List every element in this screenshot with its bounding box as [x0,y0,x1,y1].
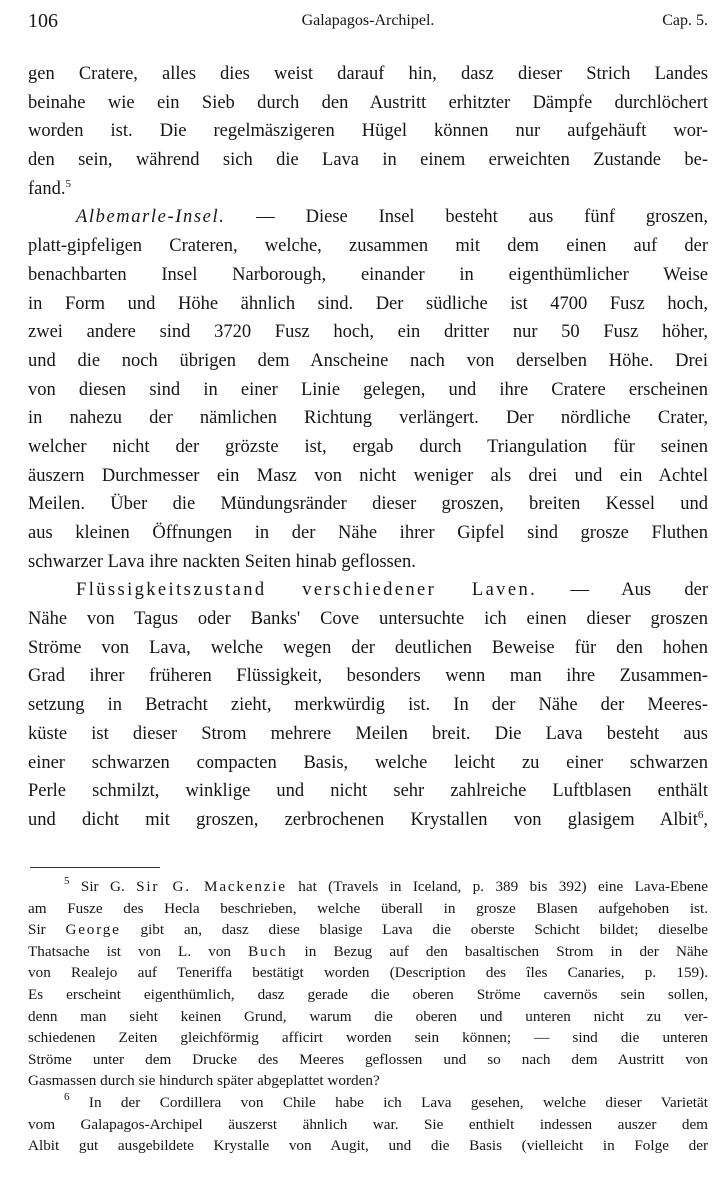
footnote-line: am Fusze des Hecla beschrieben, welche überall in grosze Blasen aufgehoben ist. [28,899,708,917]
page-number: 106 [28,10,58,32]
text-line: worden ist. Die regelmäszigeren Hügel können nur aufgehäuft wor- [28,121,708,142]
footnote-line [28,1092,708,1114]
section-heading-laven: Flüssigkeitszustand verschiedener Laven. [76,580,538,601]
text-line: äuszern Durchmesser ein Masz von nicht weniger als drei und ein Achtel [28,465,708,486]
text-fragment: — Diese Insel besteht aus fünf groszen, [225,207,708,228]
footnote-ref-5[interactable]: 5 [65,177,71,190]
text-fragment: , [703,809,708,830]
footnote-line: vom Galapagos-Archipel äuszerst ähnlich war. Sie enthielt indessen auszer dem [28,1115,708,1133]
text-fragment: Sir G. [69,878,137,895]
author-name: George [65,921,121,939]
text-line: Nähe von Tagus oder Banks' Cove untersuchte ich einen dieser groszen [28,609,708,630]
text-fragment: in Bezug auf den basaltischen Strom in der Nähe [287,942,708,960]
running-head [28,10,708,40]
text-line: Ströme von Lava, welche wegen der deutlichen Beweise für den hohen [28,637,708,658]
footnote-line: Ströme unter dem Drucke des Meeres geflossen und so nach dem Austritt von [28,1050,708,1068]
footnotes [28,876,708,1157]
text-fragment: fand. [28,178,66,199]
text-line: aus kleinen Öffnungen in der Nähe ihrer Gipfel sind grosze Fluthen [28,523,708,543]
text-line: Perle schmilzt, winklige und nicht sehr zahlreiche Luftblasen enthält [28,781,708,802]
text-line: benachbarten Insel Narborough, einander in eigenthümlicher Weise [28,264,708,285]
text-line: einer schwarzen compacten Basis, welche leicht zu einer schwarzen [28,752,708,773]
text-fragment: gibt an, dasz diese blasige Lava die oberste Schicht bildet; dieselbe [120,921,708,939]
text-line [28,576,708,605]
author-name: Buch [248,942,288,960]
author-name: Sir G. Mackenzie [136,878,287,895]
footnote-line [28,919,708,941]
text-line: schwarzer Lava ihre nackten Seiten hinab geflossen. [28,551,416,572]
footnote-mark-5: 5 [64,875,70,887]
footnote-line [28,876,708,898]
text-line: in Form und Höhe ähnlich sind. Der südliche ist 4700 Fusz hoch, [28,293,708,314]
text-line: Grad ihrer früheren Flüssigkeit, besonders wenn man ihre Zusammen- [28,666,708,687]
chapter-label: Cap. 5. [662,12,708,29]
footnote-line: Albit gut ausgebildete Krystalle von Augit, und die Basis (vielleicht in Folge der [28,1137,708,1155]
text-line: beinahe wie ein Sieb durch den Austritt erhitzter Dämpfe durchlöchert [28,92,708,113]
text-line: und die noch übrigen dem Anscheine nach von derselben Höhe. Drei [28,350,708,371]
footnote-mark-6: 6 [64,1090,70,1103]
text-fragment: — Aus der [537,580,708,601]
text-line: setzung in Betracht zieht, merkwürdig ist. In der Nähe der Meeres- [28,695,708,716]
text-fragment: Sir [28,921,66,939]
text-line: gen Cratere, alles dies weist darauf hin, dasz dieser Strich Landes [28,64,708,84]
section-heading-albemarle: Albemarle-Insel. [76,207,226,228]
footnote-rule [30,867,160,868]
text-fragment: und dicht mit groszen, zerbrochenen Krystallen von glasigem Albit [28,809,698,830]
footnote-ref-6[interactable]: 6 [697,808,704,821]
running-title: Galapagos-Archipel. [301,12,435,29]
footnote-line: Es erscheint eigenthümlich, dasz gerade die oberen Ströme cavernös sein sollen, [28,985,708,1003]
text-line [28,203,708,232]
text-line: Meilen. Über die Mündungsränder dieser groszen, breiten Kessel und [28,494,708,515]
text-line: von diesen sind in einer Linie gelegen, und ihre Cratere erscheinen [28,379,708,400]
footnote-line: schiedenen Zeiten gleichförmig afficirt worden sein können; — sind die unteren [28,1029,708,1047]
text-fragment: Thatsache ist von L. von [28,942,249,960]
text-line [28,806,708,835]
text-line: in nahezu der nämlichen Richtung verlängert. Der nördliche Crater, [28,408,708,429]
text-fragment: hat (Travels in Iceland, p. 389 bis 392) eine Lava-Ebene [286,878,708,895]
text-line [28,175,708,204]
text-line: zwei andere sind 3720 Fusz hoch, ein dritter nur 50 Fusz höher, [28,322,708,343]
footnote-line: denn man sieht keinen Grund, warum die oberen und unteren nicht zu ver- [28,1007,708,1025]
text-line: den sein, während sich die Lava in einem erweichten Zustande be- [28,150,708,171]
text-fragment: In der Cordillera von Chile habe ich Lava gesehen, welche dieser Varietät [69,1093,708,1111]
text-line: küste ist dieser Strom mehrere Meilen breit. Die Lava besteht aus [28,723,708,744]
footnote-line: Gasmassen durch sie hindurch später abgeplattet worden? [28,1072,380,1090]
body-text [28,60,708,835]
footnote-line: von Realejo auf Teneriffa bestätigt worden (Description des îles Canaries, p. 159). [28,964,708,982]
text-line: platt-gipfeligen Crateren, welche, zusammen mit dem einen auf der [28,236,708,257]
text-line: welcher nicht der grözste ist, ergab durch Triangulation für seinen [28,436,708,457]
footnote-line [28,941,708,963]
